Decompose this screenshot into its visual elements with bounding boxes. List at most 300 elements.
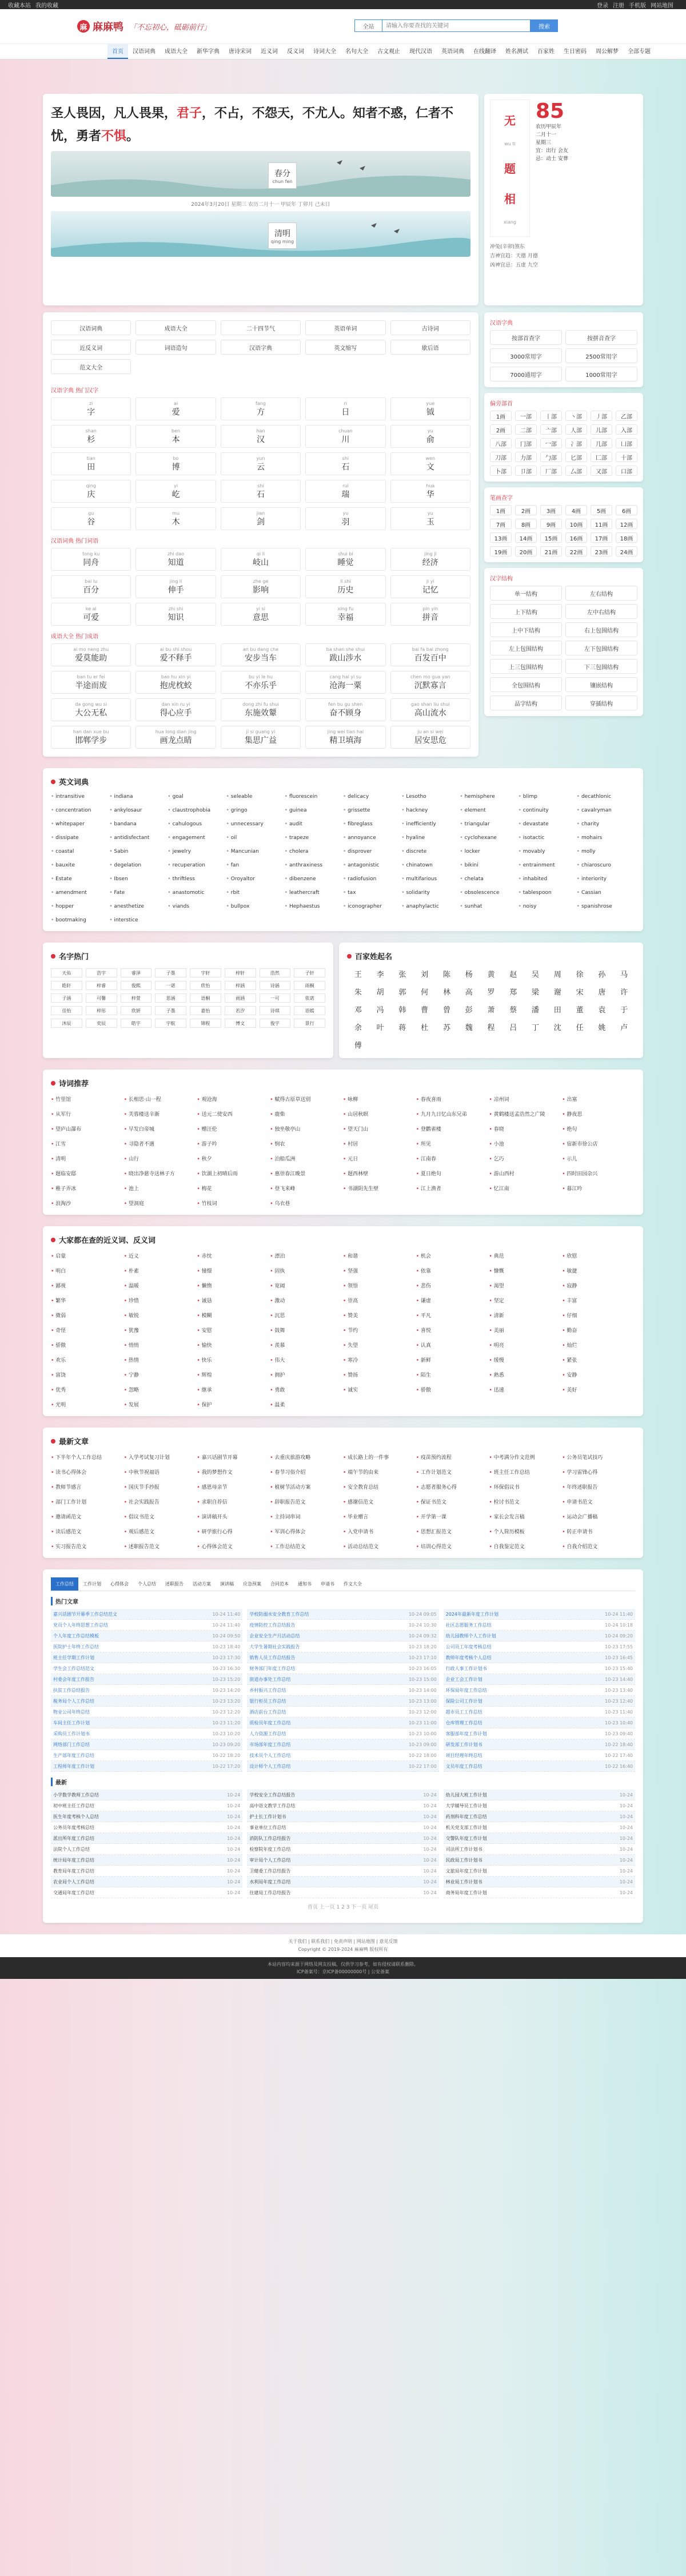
english-word-link[interactable]: • gringo [226,808,285,813]
english-word-link[interactable]: • guinea [285,808,343,813]
english-word-link[interactable]: • chelata [460,876,518,882]
side-link[interactable]: 厂部 [540,466,562,476]
poem-link[interactable]: • 题西林壁 [343,1170,416,1177]
nav-item[interactable]: 首页 [107,44,128,59]
name-link[interactable]: 宇轩 [190,968,221,977]
side-link[interactable]: 7画 [490,519,512,529]
article-link[interactable]: • 辞职报告范文 [270,1498,343,1505]
english-word-link[interactable]: • Sabin [109,849,167,854]
quick-link[interactable]: 近反义词 [51,340,131,355]
article-row[interactable] [444,1641,635,1652]
article-title[interactable]: 人力资源工作总结 [249,1731,286,1736]
words-cell[interactable] [221,603,301,626]
article-title[interactable]: 乡村振兴工作总结 [249,1687,286,1693]
article-title[interactable]: 学生会工作总结范文 [53,1665,94,1671]
english-word-link[interactable]: • grissette [343,808,401,813]
synonym-link[interactable]: • 温暖 [124,1282,197,1289]
article-link[interactable]: • 邀请函范文 [51,1513,124,1520]
idioms-cell[interactable] [305,726,385,749]
article-title[interactable]: 审计局个人工作总结 [249,1857,291,1863]
surname-link[interactable]: 曹 [421,1006,429,1015]
article-title[interactable]: 派出所年度工作总结 [53,1835,94,1841]
side-link[interactable]: 左上包围结构 [490,641,562,655]
synonym-link[interactable]: • 骄傲 [416,1386,489,1393]
name-link[interactable]: 宇航 [155,1019,186,1028]
english-word-link[interactable]: • bullpox [226,904,285,909]
surname-link[interactable]: 杨 [465,971,473,979]
idioms-cell[interactable] [390,671,470,694]
article-link[interactable]: • 成长路上的一件事 [343,1453,416,1461]
idioms-cell[interactable] [305,643,385,666]
surname-link[interactable]: 吴 [532,971,540,979]
search-button[interactable]: 搜索 [531,19,558,32]
synonym-link[interactable]: • 悲伤 [416,1282,489,1289]
english-word-link[interactable]: • hyaline [401,835,460,841]
poem-link[interactable]: • 静夜思 [562,1110,635,1118]
article-row[interactable] [444,1685,635,1696]
surname-link[interactable]: 宋 [576,988,584,997]
article-link[interactable]: • 班主任工作总结 [489,1468,563,1476]
poem-link[interactable]: • 题临安邸 [51,1170,124,1177]
surname-link[interactable]: 赵 [509,971,517,979]
poem-link[interactable]: • 长相思·山一程 [124,1095,197,1103]
english-word-link[interactable]: • mohairs [577,835,635,841]
article-title[interactable]: 交通局年度工作总结 [53,1890,94,1895]
surname-link[interactable]: 谢 [553,988,561,997]
surname-link[interactable]: 董 [576,1006,584,1015]
side-link[interactable]: 15画 [540,532,562,543]
article-title[interactable]: 个人年度工作总结模板 [53,1633,99,1639]
nav-item[interactable]: 全部专题 [628,49,651,55]
surname-link[interactable]: 彭 [465,1006,473,1015]
news-tab[interactable]: 合同范本 [270,1581,289,1587]
english-word-link[interactable]: • dibenzene [285,876,343,882]
article-title[interactable]: 设计师个人工作总结 [249,1763,291,1769]
solar-term-banner-2[interactable] [51,211,470,257]
name-link[interactable]: 子墨 [155,968,186,977]
article-title[interactable]: 采购员工作计划书 [53,1731,90,1736]
news-tab[interactable]: 申请书 [321,1581,334,1587]
article-row[interactable] [444,1728,635,1739]
footer-links[interactable]: 关于我们 | 联系我们 | 免责声明 | 网站地图 | 意见反馈 [288,1939,398,1944]
poem-link[interactable]: • 寻隐者不遇 [124,1140,197,1147]
poem-link[interactable]: • 暮江吟 [562,1184,635,1192]
surname-link[interactable]: 黄 [487,971,495,979]
english-word-link[interactable]: • Cassian [577,890,635,896]
synonym-link[interactable]: • 启蒙 [51,1252,124,1259]
surname-link[interactable]: 杜 [421,1024,429,1032]
synonym-link[interactable]: • 迅速 [489,1386,563,1393]
article-link[interactable]: • 感谢信范文 [343,1498,416,1505]
article-link[interactable]: • 转正申请书 [562,1528,635,1535]
synonym-link[interactable]: • 朴素 [124,1267,197,1274]
synonym-link[interactable]: • 丰富 [562,1297,635,1304]
synonym-link[interactable]: • 平凡 [416,1311,489,1319]
article-row[interactable] [51,1822,242,1833]
quick-link[interactable]: 古诗词 [390,320,470,335]
article-row[interactable] [247,1761,438,1772]
english-word-link[interactable]: • entrainment [519,862,577,868]
idioms-cell[interactable] [51,671,131,694]
article-link[interactable]: • 国庆节手抄报 [124,1483,197,1490]
side-link[interactable]: 卜部 [490,466,512,476]
name-link[interactable]: 景行 [294,1019,325,1028]
side-link[interactable]: 22画 [565,546,587,556]
synonym-link[interactable]: • 缓慢 [489,1356,563,1363]
article-row[interactable] [51,1761,242,1772]
article-row[interactable] [247,1652,438,1663]
side-link[interactable]: 单一结构 [490,586,562,601]
side-link[interactable]: 左右结构 [565,586,637,601]
synonym-link[interactable]: • 激动 [270,1297,343,1304]
side-link[interactable]: 入部 [616,424,637,435]
name-link[interactable]: 子轩 [294,968,325,977]
synonym-link[interactable]: • 机会 [416,1252,489,1259]
poem-link[interactable]: • 游子吟 [197,1140,270,1147]
name-link[interactable]: 俊熙 [121,981,152,990]
surname-link[interactable]: 高 [465,988,473,997]
article-title[interactable]: 保险公司工作计划 [445,1698,482,1704]
words-cell[interactable] [135,603,216,626]
synonym-link[interactable]: • 渴望 [489,1282,563,1289]
words-cell[interactable] [390,603,470,626]
quick-link[interactable]: 英语单词 [305,320,385,335]
english-word-link[interactable]: • Estate [51,876,109,882]
synonym-link[interactable]: • 喜悦 [416,1326,489,1334]
article-row[interactable] [247,1844,438,1855]
surname-link[interactable]: 傅 [354,1041,362,1050]
synonym-link[interactable]: • 赞扬 [343,1371,416,1378]
words-cell[interactable] [135,548,216,571]
english-word-link[interactable]: • anthraxiness [285,862,343,868]
idioms-cell[interactable] [305,671,385,694]
chars-cell[interactable] [51,397,131,420]
article-link[interactable]: • 检讨书范文 [489,1498,563,1505]
poem-link[interactable]: • 山行 [124,1155,197,1162]
english-word-link[interactable]: • oil [226,835,285,841]
sitemap-link[interactable]: 网站地图 [651,2,673,9]
side-link[interactable]: 二部 [515,424,537,435]
article-row[interactable] [444,1707,635,1718]
article-title[interactable]: 学校安全工作总结报告 [249,1792,296,1798]
article-title[interactable]: 质检员年度工作总结 [249,1720,291,1726]
synonym-link[interactable]: • 谦虚 [416,1297,489,1304]
chars-cell[interactable] [221,480,301,503]
english-word-link[interactable]: • Lesotho [401,794,460,800]
synonym-link[interactable]: • 珍惜 [124,1297,197,1304]
idioms-cell[interactable] [390,698,470,721]
nav-item[interactable]: 英语词典 [441,49,464,55]
chars-cell[interactable] [135,425,216,448]
search-input[interactable] [382,19,531,32]
article-link[interactable]: • 读后感范文 [51,1528,124,1535]
poem-link[interactable]: • 凉州词 [489,1095,563,1103]
chars-cell[interactable] [305,397,385,420]
side-link[interactable]: 4画 [565,505,587,515]
synonym-link[interactable]: • 懒惰 [197,1282,270,1289]
article-title[interactable]: 生产部年度工作总结 [53,1752,94,1758]
article-title[interactable]: 技术员个人工作总结 [249,1752,291,1758]
idioms-cell[interactable] [51,643,131,666]
article-row[interactable] [247,1685,438,1696]
side-link[interactable]: 几部 [591,438,612,448]
idioms-cell[interactable] [135,726,216,749]
synonym-link[interactable]: • 犹豫 [124,1326,197,1334]
english-word-link[interactable]: • fibreglass [343,821,401,827]
english-word-link[interactable]: • cahulogous [167,821,226,827]
side-link[interactable]: 八部 [490,438,512,448]
article-row[interactable] [444,1696,635,1707]
nav-item[interactable]: 古文观止 [377,49,400,55]
article-link[interactable]: • 读书心得体会 [51,1468,124,1476]
synonym-link[interactable]: • 漂泊 [270,1252,343,1259]
english-word-link[interactable]: • triangular [460,821,518,827]
english-word-link[interactable]: • seleable [226,794,285,800]
article-row[interactable] [444,1866,635,1877]
surname-link[interactable]: 蔡 [509,1006,517,1015]
side-link[interactable]: 23画 [591,546,612,556]
side-link[interactable]: 左下包围结构 [565,641,637,655]
chars-cell[interactable] [390,480,470,503]
english-word-link[interactable]: • anaphylactic [401,904,460,909]
article-link[interactable]: • 培训心得范文 [416,1543,489,1550]
article-link[interactable]: • 环保倡议书 [489,1483,563,1490]
article-title[interactable]: 住建局工作总结报告 [249,1890,291,1895]
synonym-link[interactable]: • 羡慕 [270,1341,343,1349]
surname-link[interactable]: 胡 [376,988,384,997]
nav-item[interactable]: 诗词大全 [313,49,336,55]
nav-item[interactable]: 在线翻译 [473,49,496,55]
poem-link[interactable]: • 咏柳 [343,1095,416,1103]
chars-cell[interactable] [221,425,301,448]
article-row[interactable] [51,1663,242,1674]
synonym-link[interactable]: • 模糊 [197,1311,270,1319]
name-link[interactable]: 子墨 [155,1006,186,1015]
synonym-link[interactable]: • 陌生 [416,1371,489,1378]
idioms-cell[interactable] [390,643,470,666]
news-tab[interactable]: 工作计划 [83,1581,101,1587]
side-link[interactable]: 20画 [515,546,537,556]
english-word-link[interactable]: • molly [577,849,635,854]
poem-link[interactable]: • 乞巧 [489,1155,563,1162]
article-row[interactable] [51,1750,242,1761]
surname-link[interactable]: 张 [398,971,406,979]
article-title[interactable]: 水利局年度工作总结 [249,1879,291,1885]
synonym-link[interactable]: • 繁华 [51,1297,124,1304]
poem-link[interactable]: • 春晓 [489,1125,563,1132]
search-scope-select[interactable]: 全站 [354,19,382,32]
article-row[interactable] [247,1811,438,1822]
article-row[interactable] [247,1663,438,1674]
english-word-link[interactable]: • goal [167,794,226,800]
side-link[interactable]: 10画 [565,519,587,529]
synonym-link[interactable]: • 固执 [270,1267,343,1274]
article-title[interactable]: 教师年度考核个人总结 [445,1655,492,1660]
article-row[interactable] [51,1866,242,1877]
english-word-link[interactable]: • cholera [285,849,343,854]
article-title[interactable]: 超市员工工作总结 [445,1709,482,1715]
article-link[interactable]: • 志愿者服务心得 [416,1483,489,1490]
article-row[interactable] [444,1674,635,1685]
synonym-link[interactable]: • 仔细 [562,1311,635,1319]
synonym-link[interactable]: • 坚定 [489,1297,563,1304]
article-row[interactable] [247,1739,438,1750]
article-link[interactable]: • 心得体会范文 [197,1543,270,1550]
article-title[interactable]: 商务局年度工作计划 [445,1890,487,1895]
side-link[interactable]: 亠部 [540,424,562,435]
synonym-link[interactable]: • 欣慰 [562,1252,635,1259]
article-title[interactable]: 消防队工作总结报告 [249,1835,291,1841]
chars-cell[interactable] [135,507,216,530]
nav-item[interactable]: 周公解梦 [596,49,619,55]
article-row[interactable] [444,1609,635,1620]
english-word-link[interactable]: • claustrophobia [167,808,226,813]
surname-link[interactable]: 邓 [354,1006,362,1015]
news-tab[interactable]: 述职报告 [165,1581,184,1587]
poem-link[interactable]: • 黄鹤楼送孟浩然之广陵 [489,1110,563,1118]
english-word-link[interactable]: • concentration [51,808,109,813]
name-link[interactable]: 俊宇 [260,1019,291,1028]
idioms-cell[interactable] [51,698,131,721]
article-title[interactable]: 事业单位工作总结 [249,1824,286,1830]
words-cell[interactable] [305,603,385,626]
name-link[interactable]: 子涵 [51,993,82,1003]
poem-link[interactable]: • 从军行 [51,1110,124,1118]
english-word-link[interactable]: • intransitive [51,794,109,800]
synonym-link[interactable]: • 拥护 [270,1371,343,1378]
article-link[interactable]: • 工作总结范文 [270,1543,343,1550]
surname-link[interactable]: 叶 [376,1024,384,1032]
article-link[interactable]: • 春节习俗介绍 [270,1468,343,1476]
surname-link[interactable]: 田 [553,1006,561,1015]
chars-cell[interactable] [221,507,301,530]
side-link[interactable]: 右上包围结构 [565,622,637,637]
quick-link[interactable]: 汉语字典 [221,340,301,355]
side-link[interactable]: 7000通用字 [490,367,562,381]
poem-link[interactable]: • 村居 [343,1140,416,1147]
surname-link[interactable]: 刘 [421,971,429,979]
idioms-cell[interactable] [221,698,301,721]
english-word-link[interactable]: • hopper [51,904,109,909]
article-title[interactable]: 大学生暑期社会实践报告 [249,1644,300,1649]
article-title[interactable]: 仓库管理工作总结 [445,1720,482,1726]
side-link[interactable]: 2画 [490,424,512,435]
article-title[interactable]: 银行柜员工作总结 [249,1698,286,1704]
article-title[interactable]: 公务员年度考核总结 [53,1824,94,1830]
article-title[interactable]: 环保局年度工作总结 [445,1687,487,1693]
poem-link[interactable]: • 示儿 [562,1155,635,1162]
article-row[interactable] [51,1674,242,1685]
name-link[interactable]: 嘉怡 [190,1006,221,1015]
side-link[interactable]: 9画 [540,519,562,529]
english-word-link[interactable]: • Fate [109,890,167,896]
side-link[interactable]: 21画 [540,546,562,556]
article-link[interactable]: • 入学考试复习计划 [124,1453,197,1461]
side-link[interactable]: 1画 [490,411,512,421]
poem-link[interactable]: • 春夜喜雨 [416,1095,489,1103]
article-link[interactable]: • 保证书范文 [416,1498,489,1505]
synonym-link[interactable]: • 新鲜 [416,1356,489,1363]
quick-link[interactable]: 英文缩写 [305,340,385,355]
english-word-link[interactable]: • cavalryman [577,808,635,813]
name-link[interactable]: 沐辰 [51,1019,82,1028]
article-link[interactable]: • 主持词串词 [270,1513,343,1520]
english-word-link[interactable]: • anesthetize [109,904,167,909]
name-link[interactable]: 语桐 [190,993,221,1003]
article-row[interactable] [247,1833,438,1844]
synonym-link[interactable]: • 节约 [343,1326,416,1334]
synonym-link[interactable]: • 清新 [489,1311,563,1319]
surname-link[interactable]: 于 [620,1006,628,1015]
surname-link[interactable]: 周 [553,971,561,979]
chars-cell[interactable] [51,480,131,503]
article-row[interactable] [247,1866,438,1877]
chars-cell[interactable] [390,452,470,475]
article-title[interactable]: 街道办事处工作总结 [249,1676,291,1682]
article-row[interactable] [51,1696,242,1707]
article-title[interactable]: 企业安全生产月活动总结 [249,1633,300,1639]
english-word-link[interactable]: • isotactic [519,835,577,841]
poem-link[interactable]: • 宿新市徐公店 [562,1140,635,1147]
words-cell[interactable] [305,548,385,571]
name-link[interactable]: 睿泽 [121,968,152,977]
name-link[interactable]: 语嫣 [294,1006,325,1015]
poem-link[interactable]: • 竹里馆 [51,1095,124,1103]
article-title[interactable]: 检察院年度工作总结 [249,1846,291,1852]
article-title[interactable]: 党员个人年终思想工作总结 [53,1622,108,1628]
poem-link[interactable]: • 书湖阴先生壁 [343,1184,416,1192]
article-link[interactable]: • 部门工作计划 [51,1498,124,1505]
article-row[interactable] [51,1833,242,1844]
synonym-link[interactable]: • 明亮 [489,1341,563,1349]
idioms-cell[interactable] [305,698,385,721]
idioms-cell[interactable] [135,671,216,694]
english-word-link[interactable]: • audit [285,821,343,827]
name-link[interactable]: 锦程 [190,1019,221,1028]
side-link[interactable]: 2500常用字 [565,348,637,363]
article-title[interactable]: 大学辅导员工作计划 [445,1803,487,1808]
surname-link[interactable]: 王 [354,971,362,979]
name-link[interactable]: 梓睿 [86,981,117,990]
english-word-link[interactable]: • trapeze [285,835,343,841]
synonym-link[interactable]: • 安慰 [197,1326,270,1334]
synonym-link[interactable]: • 明白 [51,1267,124,1274]
poem-link[interactable]: • 悯农 [270,1140,343,1147]
english-word-link[interactable]: • radiofusion [343,876,401,882]
synonym-link[interactable]: • 热情 [124,1356,197,1363]
article-title[interactable]: 卫健委工作总结报告 [249,1868,291,1874]
side-link[interactable]: 卩部 [515,466,537,476]
synonym-link[interactable]: • 灿烂 [562,1341,635,1349]
synonym-link[interactable]: • 宁静 [124,1371,197,1378]
side-link[interactable]: 乙部 [616,411,637,421]
poem-link[interactable]: • 四时田园杂兴 [562,1170,635,1177]
synonym-link[interactable]: • 优秀 [51,1386,124,1393]
synonym-link[interactable]: • 敏捷 [562,1267,635,1274]
synonym-link[interactable]: • 美好 [562,1386,635,1393]
article-row[interactable] [247,1790,438,1800]
name-link[interactable]: 浩然 [260,968,291,977]
english-word-link[interactable]: • ankylosaur [109,808,167,813]
article-link[interactable]: • 求职自荐信 [197,1498,270,1505]
side-link[interactable]: 下三包围结构 [565,659,637,674]
article-row[interactable] [247,1620,438,1631]
name-link[interactable]: 欣怡 [190,981,221,990]
article-row[interactable] [247,1800,438,1811]
synonym-link[interactable]: • 熟悉 [489,1371,563,1378]
article-title[interactable]: 初中班主任工作总结 [53,1803,94,1808]
english-word-link[interactable]: • bandana [109,821,167,827]
